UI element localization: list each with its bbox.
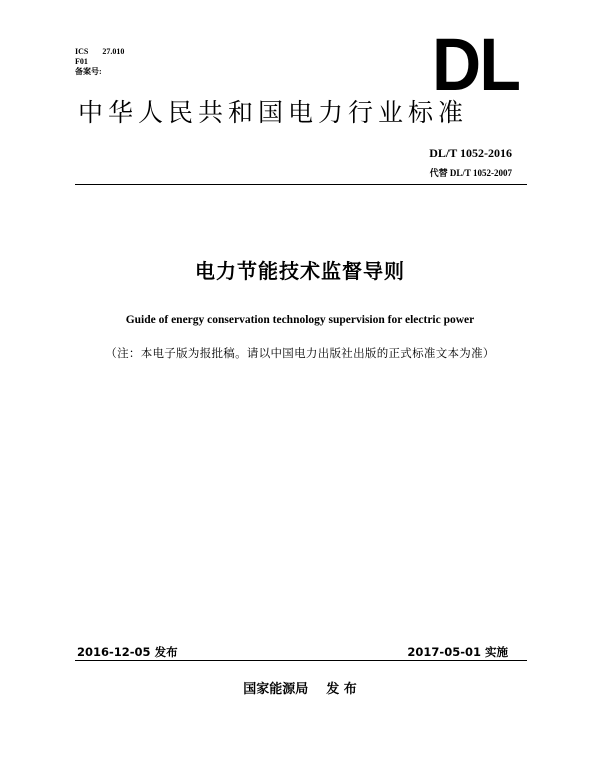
standard-category-title: 中华人民共和国电力行业标准 xyxy=(78,98,469,127)
implement-date: 2017-05-01 实施 xyxy=(407,645,508,659)
issuer-name: 国家能源局 xyxy=(243,682,309,697)
dl-logo: DL xyxy=(432,23,520,106)
record-number-label: 备案号: xyxy=(75,67,102,76)
standard-number: DL/T 1052-2016 xyxy=(429,146,512,160)
issuing-authority xyxy=(0,678,600,697)
issue-word: 发 布 xyxy=(326,682,357,697)
replaces-standard: 代替 DL/T 1052-2007 xyxy=(429,168,512,178)
ics-label: ICS xyxy=(75,47,89,56)
ics-code xyxy=(75,47,124,57)
document-title: 电力节能技术监督导则 xyxy=(195,259,405,283)
document-title-english: Guide of energy conservation technology supervision for electric power xyxy=(125,314,475,326)
top-divider xyxy=(75,184,527,185)
classification-code: F01 xyxy=(75,57,88,66)
ics-number: 27.010 xyxy=(102,47,125,56)
publish-date: 2016-12-05 发布 xyxy=(77,645,178,659)
draft-note: （注：本电子版为报批稿。请以中国电力出版社出版的正式标准文本为准） xyxy=(105,346,495,360)
bottom-divider xyxy=(75,660,527,661)
